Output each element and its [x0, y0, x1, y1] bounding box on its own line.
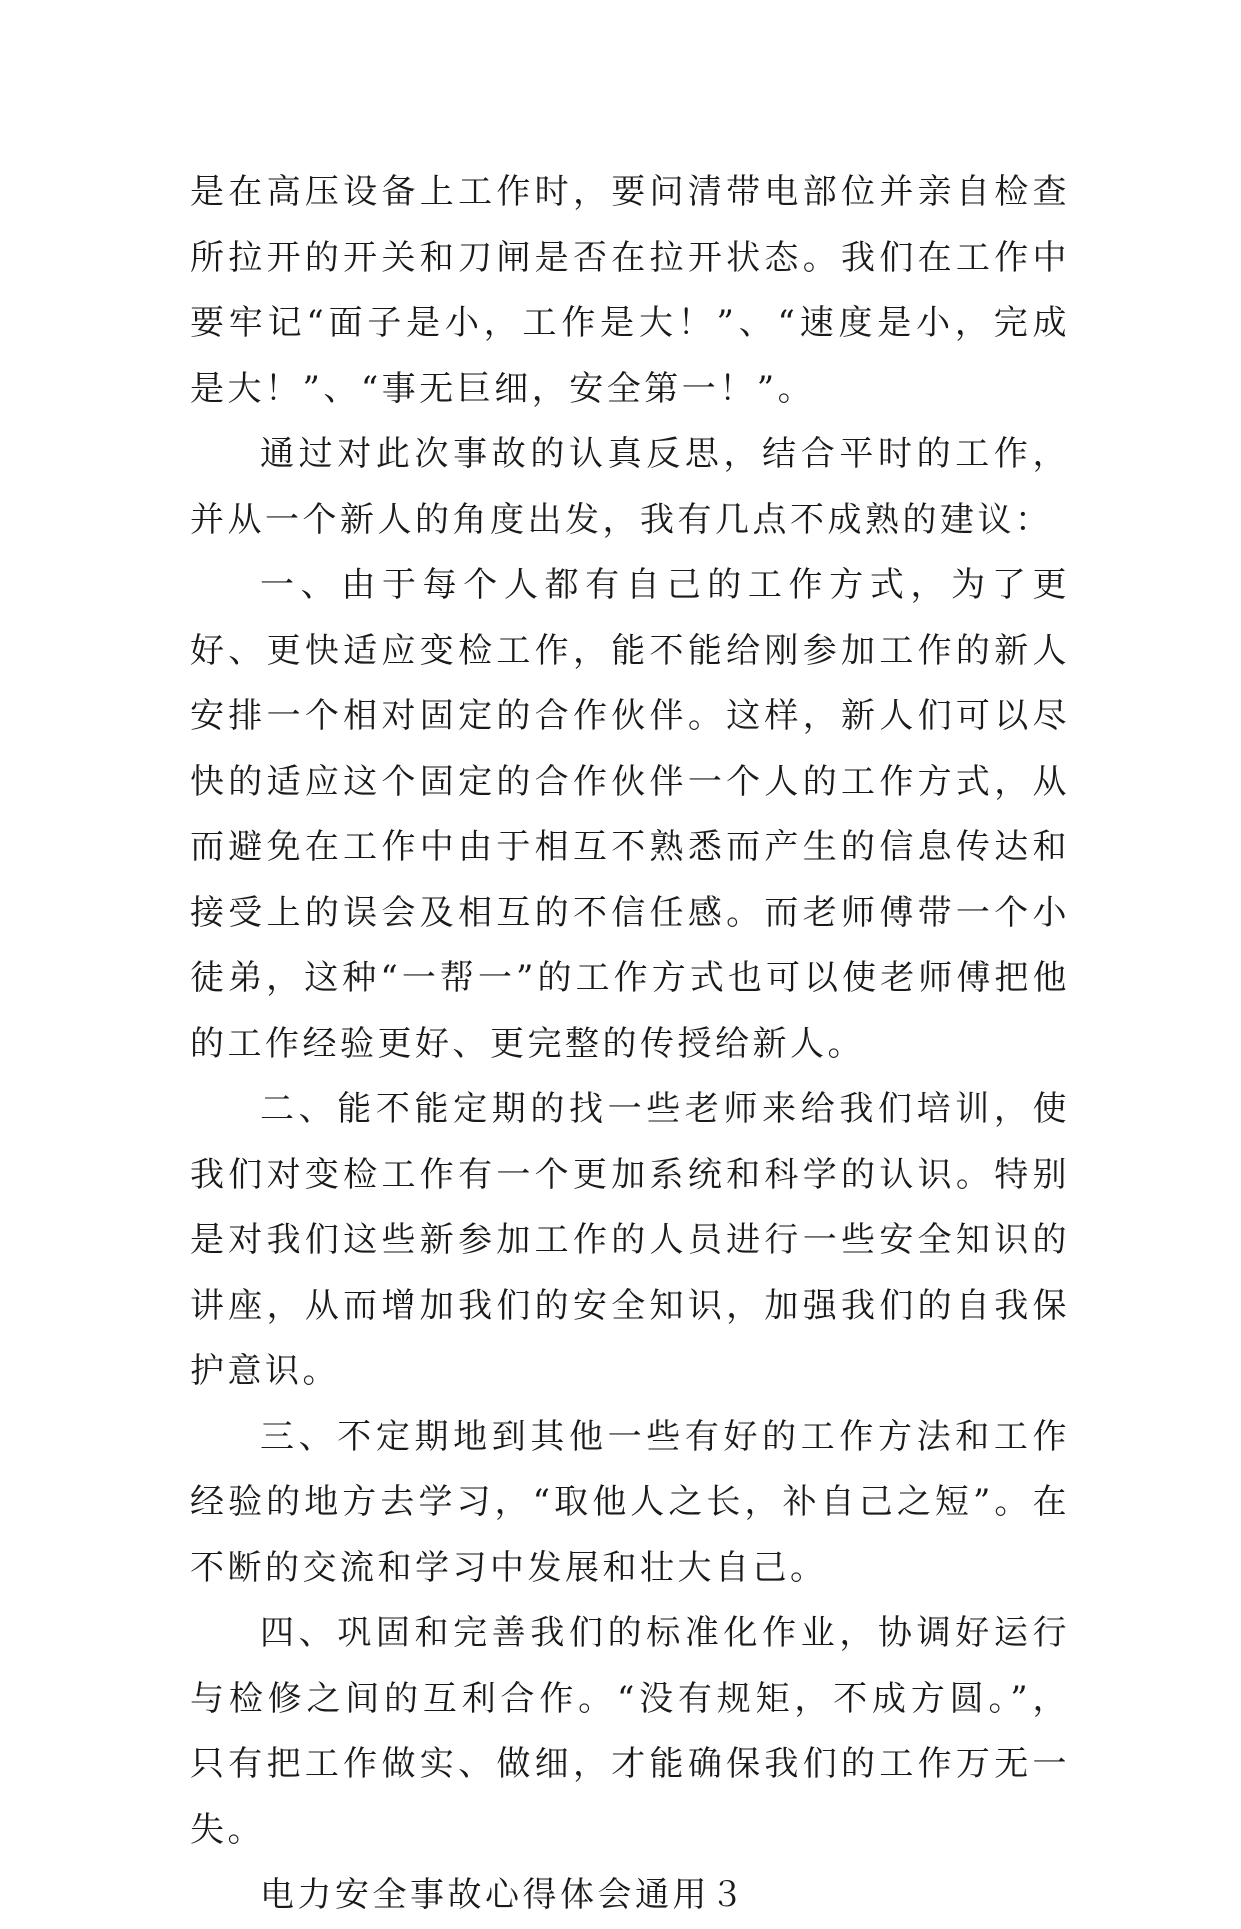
paragraph-suggestion-2: 二、能不能定期的找一些老师来给我们培训，使我们对变检工作有一个更加系统和科学的认识。特别是对我们这些新参加工作的人员进行一些安全知识的讲座，从而增加我们的安全知识，加强我们的自我保护意识。: [190, 1089, 1070, 1391]
paragraph-reflection: 通过对此次事故的认真反思，结合平时的工作，并从一个新人的角度出发，我有几点不成熟的建议：: [190, 434, 1070, 540]
paragraph-suggestion-1: 一、由于每个人都有自己的工作方式，为了更好、更快适应变检工作，能不能给刚参加工作的新人安排一个相对固定的合作伙伴。这样，新人们可以尽快的适应这个固定的合作伙伴一个人的工作方式，从而避免在工作中由于相互不熟悉而产生的信息传达和接受上的误会及相互的不信任感。而老师傅带一个小徒弟，这种“一帮一”的工作方式也可以使老师傅把他的工作经验更好、更完整的传授给新人。: [190, 565, 1070, 1064]
paragraph-suggestion-4: 四、巩固和完善我们的标准化作业，协调好运行与检修之间的互利合作。“没有规矩，不成方圆。”，只有把工作做实、做细，才能确保我们的工作万无一失。: [190, 1613, 1070, 1850]
document-body: [190, 160, 1070, 1929]
paragraph-suggestion-3: 三、不定期地到其他一些有好的工作方法和工作经验的地方去学习，“取他人之长，补自己之短”。在不断的交流和学习中发展和壮大自己。: [190, 1416, 1070, 1588]
section-heading: 电力安全事故心得体会通用３: [260, 1875, 748, 1915]
paragraph-continued: 是在高压设备上工作时，要问清带电部位并亲自检查所拉开的开关和刀闸是否在拉开状态。我们在工作中要牢记“面子是小，工作是大！”、“速度是小，完成是大！”、“事无巨细，安全第一！”。: [190, 172, 1070, 409]
